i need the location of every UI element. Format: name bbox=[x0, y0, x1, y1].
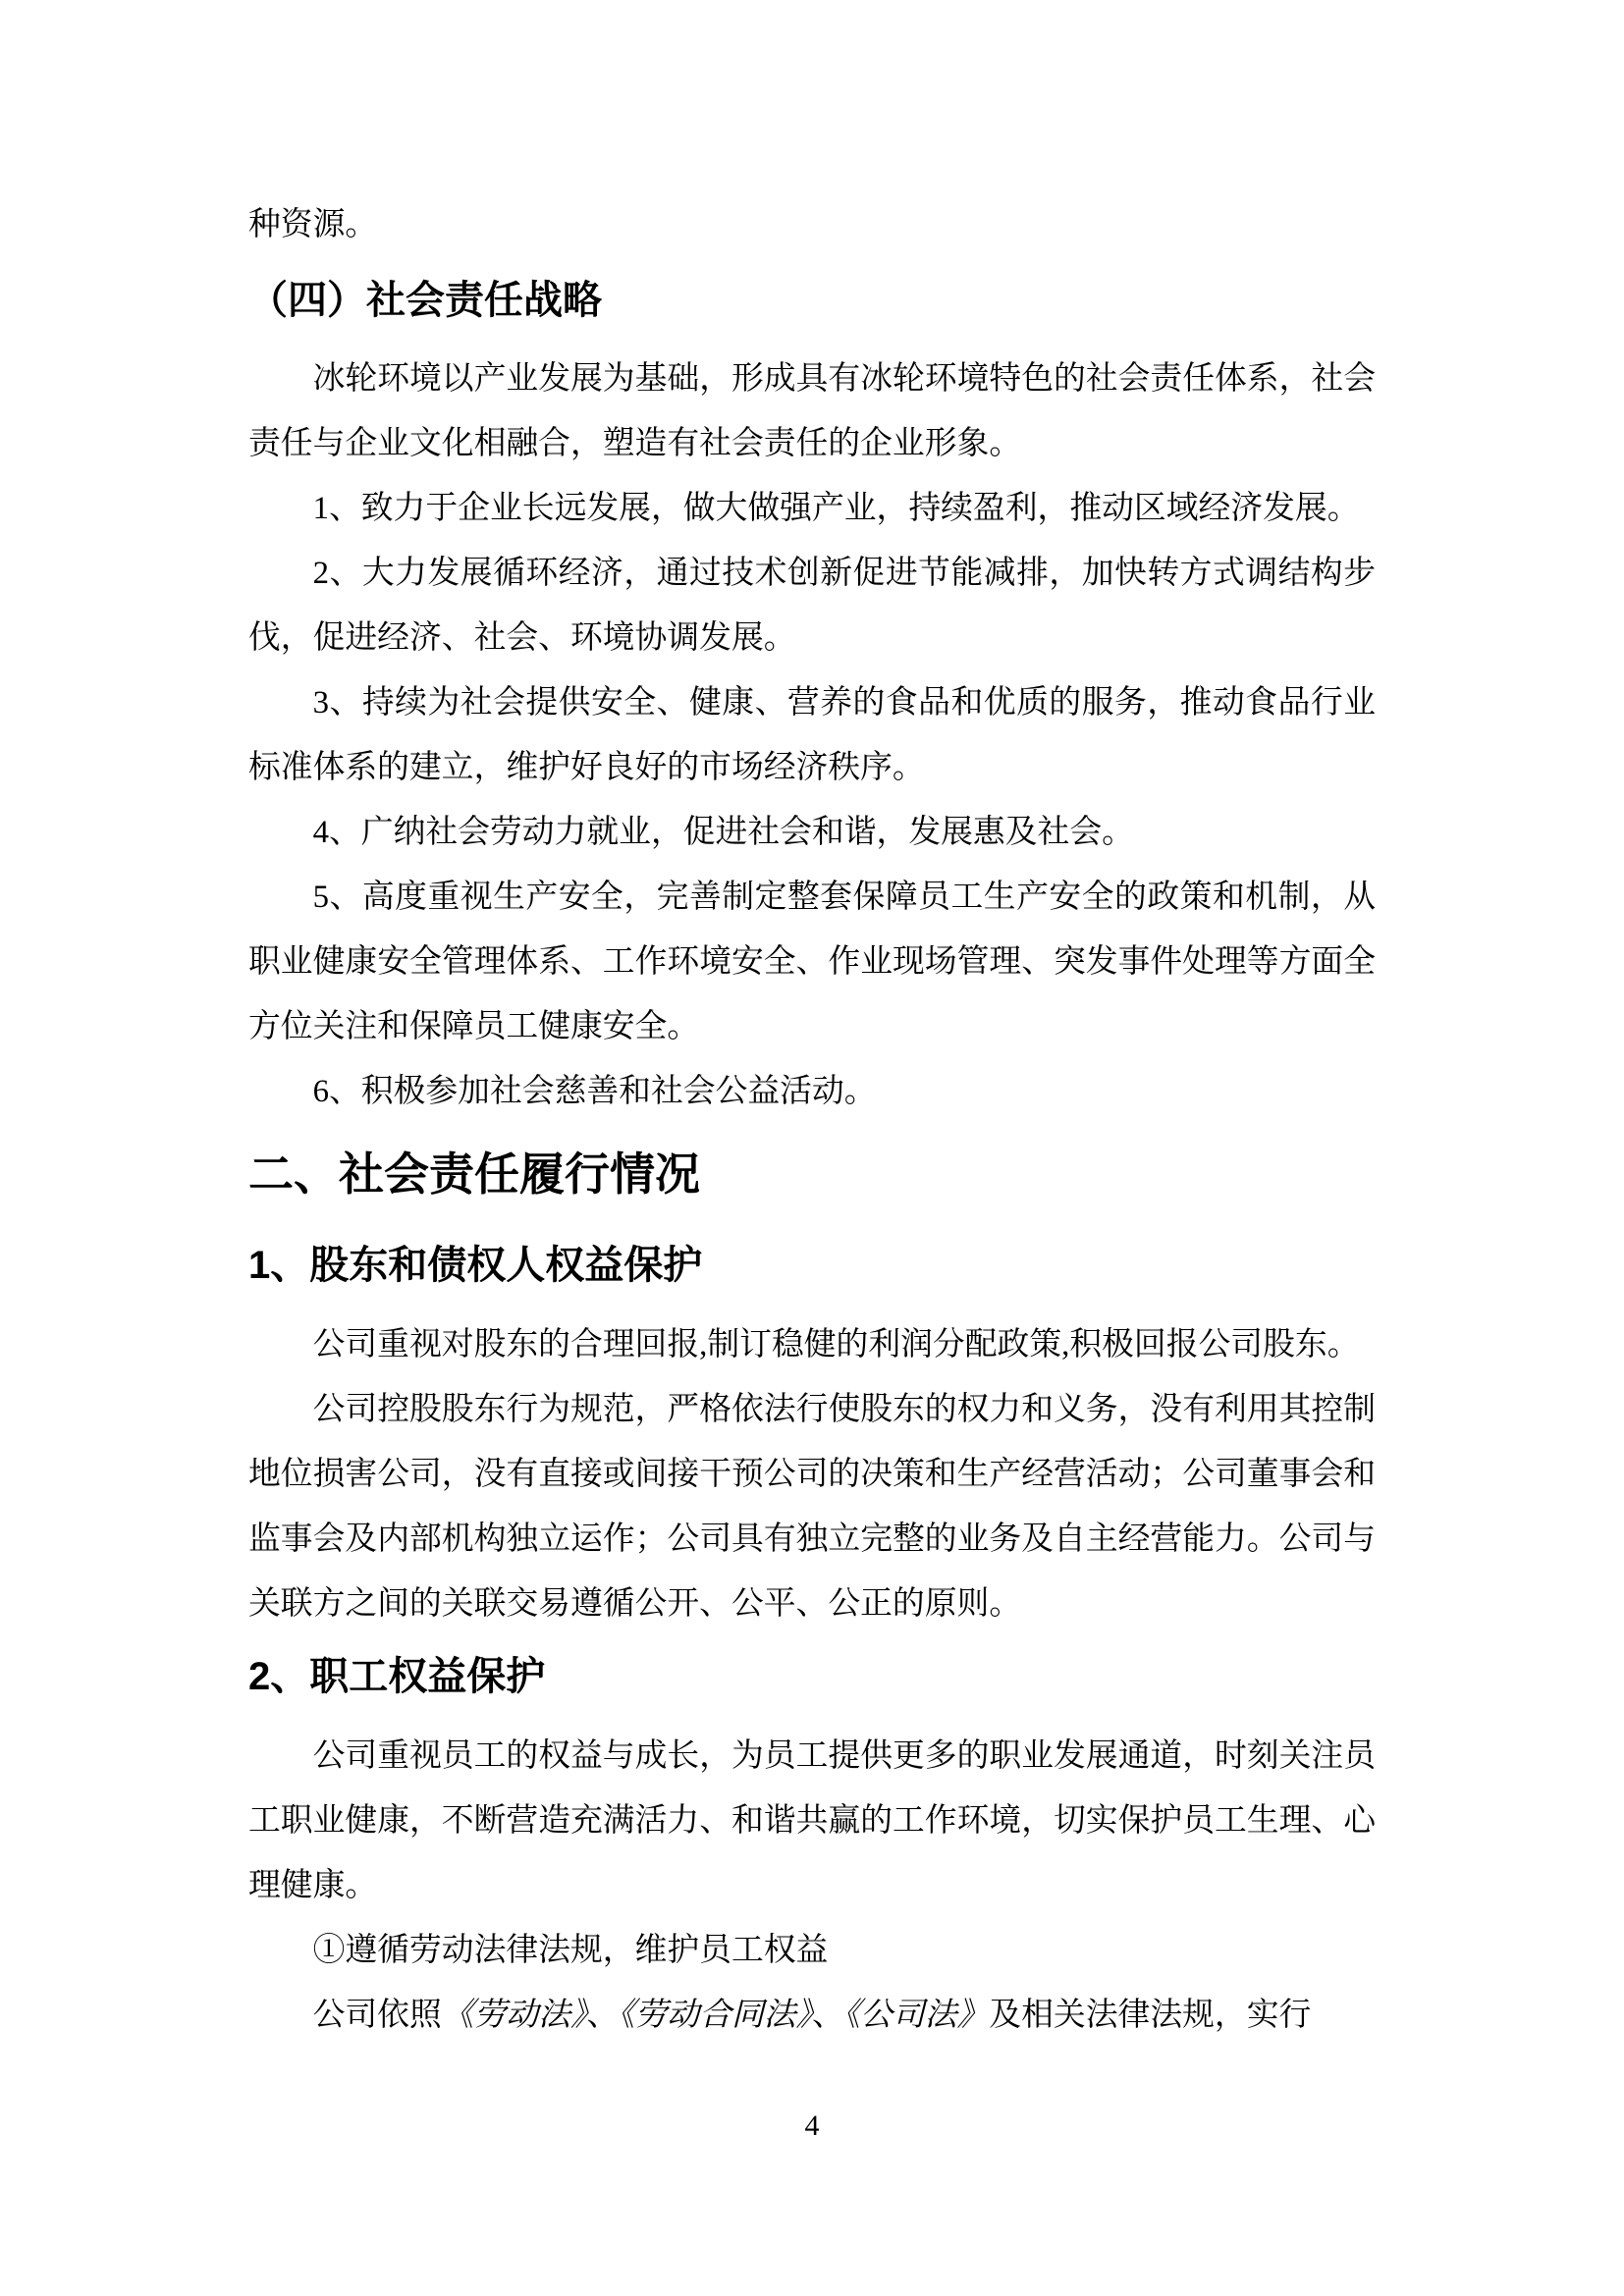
paragraph-employee-point-1: ①遵循劳动法律法规，维护员工权益 bbox=[312, 1933, 829, 1968]
text-run: 、 bbox=[586, 1998, 620, 2033]
document-body bbox=[248, 192, 1376, 2048]
book-title: 《公司法》 bbox=[843, 1998, 990, 2033]
paragraph-shareholder-2: 公司控股股东行为规范，严格依法行使股东的权力和义务，没有利用其控制地位损害公司，没有直接或间接干预公司的决策和生产经营活动；公司董事会和监事会及内部机构独立运作；公司具有独立完整的业务及自主经营能力。公司与关联方之间的关联交易遵循公开、公平、公正的原则。 bbox=[248, 1392, 1376, 1622]
page-number: 4 bbox=[804, 2109, 820, 2142]
book-title: 《劳动合同法》 bbox=[619, 1998, 812, 2033]
sub-heading-shareholder-protection: 1、股东和债权人权益保护 bbox=[248, 1244, 703, 1287]
part-heading-csr-performance: 二、社会责任履行情况 bbox=[248, 1148, 700, 1200]
sub-heading-employee-protection: 2、职工权益保护 bbox=[248, 1655, 546, 1698]
book-title: 《劳动法》 bbox=[441, 1998, 587, 2033]
list-item-strategy-6: 6、积极参加社会慈善和社会公益活动。 bbox=[312, 1074, 877, 1109]
list-item-strategy-1: 1、致力于企业长远发展，做大做强产业，持续盈利，推动区域经济发展。 bbox=[312, 491, 1360, 526]
list-item-strategy-2: 2、大力发展循环经济，通过技术创新促进节能减排，加快转方式调结构步伐，促进经济、社会、环境协调发展。 bbox=[248, 556, 1376, 656]
list-item-strategy-4: 4、广纳社会劳动力就业，促进社会和谐，发展惠及社会。 bbox=[312, 815, 1134, 850]
section-heading-csr-strategy: （四）社会责任战略 bbox=[248, 279, 602, 322]
list-item-strategy-5: 5、高度重视生产安全，完善制定整套保障员工生产安全的政策和机制，从职业健康安全管理体系、工作环境安全、作业现场管理、突发事件处理等方面全方位关注和保障员工健康安全。 bbox=[248, 880, 1376, 1044]
text-run: 、 bbox=[811, 1998, 844, 2033]
paragraph-employee-1: 公司重视员工的权益与成长，为员工提供更多的职业发展通道，时刻关注员工职业健康，不断营造充满活力、和谐共赢的工作环境，切实保护员工生理、心理健康。 bbox=[248, 1738, 1376, 1903]
paragraph-continuation: 种资源。 bbox=[248, 207, 378, 242]
paragraph-strategy-intro: 冰轮环境以产业发展为基础，形成具有冰轮环境特色的社会责任体系，社会责任与企业文化相融合，塑造有社会责任的企业形象。 bbox=[248, 361, 1376, 461]
paragraph-employee-legal bbox=[248, 1983, 1376, 2048]
text-run: 公司依照 bbox=[312, 1998, 442, 2033]
text-run: 及相关法律法规，实行 bbox=[989, 1998, 1312, 2033]
paragraph-shareholder-1: 公司重视对股东的合理回报,制订稳健的利润分配政策,积极回报公司股东。 bbox=[312, 1327, 1360, 1362]
list-item-strategy-3: 3、持续为社会提供安全、健康、营养的食品和优质的服务，推动食品行业标准体系的建立，维护好良好的市场经济秩序。 bbox=[248, 685, 1376, 785]
